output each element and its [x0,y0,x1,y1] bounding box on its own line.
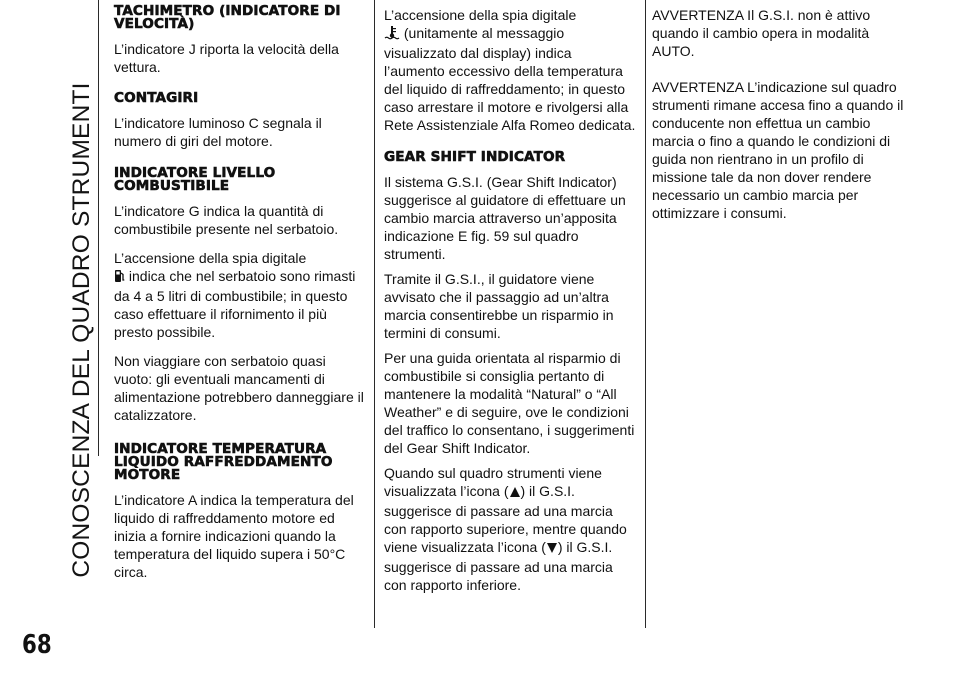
gsi-icons-text-c: ) il G.S.I. suggerisce di passare ad una marcia con rapporto inferiore. [384,539,613,593]
sidebar-divider [98,0,99,456]
paragraph-tachometer: L’indicatore J riporta la velocità della vettura. [114,41,339,75]
paragraph-rev-counter: L’indicatore luminoso C segnala il numero di giri del motore. [114,115,322,149]
heading-gear-shift-indicator: GEAR SHIFT INDICATOR [384,149,566,165]
paragraph-fuel-level: L’indicatore G indica la quantità di combustibile presente nel serbatoio. [114,203,339,237]
column-divider-1 [374,0,375,628]
fuel-warning-text-start: L’accensione della spia digitale [114,250,307,266]
heading-coolant-temperature: INDICATORE TEMPERATURA LIQUIDO RAFFREDDAMENTO MOTORE [114,441,333,483]
fuel-pump-icon [114,269,125,287]
fuel-warning-text-rest: indica che nel serbatoio sono rimasti da 4 a 5 litri di combustibile; in questo caso effettuare il rifornimento il più presto possibile. [114,268,356,340]
paragraph-gsi-mode-advice: Per una guida orientata al risparmio di combustibile si consiglia pertanto di mantenere la modalità “Natural” o “All Weather” e di seguire, ove le condizioni del traffico lo consentano, i suggerimenti del Gear Shift Indicator. [384,350,635,456]
paragraph-gsi-auto-warning: AVVERTENZA Il G.S.I. non è attivo quando il cambio opera in modalità AUTO. [652,7,871,59]
section-title-vertical: CONOSCENZA DEL QUADRO STRUMENTI [68,82,95,578]
heading-tachometer: TACHIMETRO (INDICATORE DI VELOCITÀ) [114,3,341,32]
column-3 [652,6,914,222]
paragraph-gsi-display-warning: AVVERTENZA L’indicazione sul quadro strumenti rimane accesa fino a quando il conducente non effettua un cambio marcia o fino a quando le condizioni di guida non rientrano in un profilo di missione tale da non dover rendere necessario un cambio marcia per ottimizzare i consumi. [652,79,904,221]
shift-up-triangle-icon [509,484,521,502]
gsi-icons-text-a: Quando sul quadro strumenti viene visualizzata l’icona ( [384,465,602,499]
paragraph-coolant-temperature: L’indicatore A indica la temperatura del liquido di raffreddamento motore ed inizia a fornire indicazioni quando la temperatura del liquido supera i 50°C circa. [114,492,354,580]
gsi-icons-text-b: ) il G.S.I. suggerisce di passare ad una marcia con rapporto superiore, mentre quando viene visualizzata l’icona ( [384,483,627,555]
column-divider-2 [645,0,646,628]
paragraph-gsi-intro: Il sistema G.S.I. (Gear Shift Indicator) suggerisce al guidatore di effettuare un cambio marcia attraverso un’apposita indicazione E fig. 59 sul quadro strumenti. [384,174,626,262]
paragraph-coolant-warning [384,6,636,134]
paragraph-gsi-savings: Tramite il G.S.I., il guidatore viene avvisato che il passaggio ad un’altra marcia consentirebbe un risparmio in termini di consumi. [384,271,614,341]
coolant-warning-text-rest: (unitamente al messaggio visualizzato dal display) indica l’aumento eccessivo della temperatura del liquido di raffreddamento; in questo caso arrestare il motore e rivolgersi alla Rete Assistenziale Alfa Romeo dedicata. [384,25,636,133]
coolant-temperature-icon [384,25,400,44]
shift-down-triangle-icon [546,540,558,558]
page-number: 68 [22,630,52,660]
column-2 [384,6,636,594]
heading-rev-counter: CONTAGIRI [114,90,199,106]
paragraph-gsi-icons [384,464,636,594]
heading-fuel-level: INDICATORE LIVELLO COMBUSTIBILE [114,165,276,194]
paragraph-empty-tank-advice: Non viaggiare con serbatoio quasi vuoto: gli eventuali mancamenti di alimentazione potrebbero danneggiare il catalizzatore. [114,353,364,423]
paragraph-fuel-warning [114,249,366,341]
coolant-warning-text-start: L’accensione della spia digitale [384,7,577,23]
column-1 [114,5,366,581]
